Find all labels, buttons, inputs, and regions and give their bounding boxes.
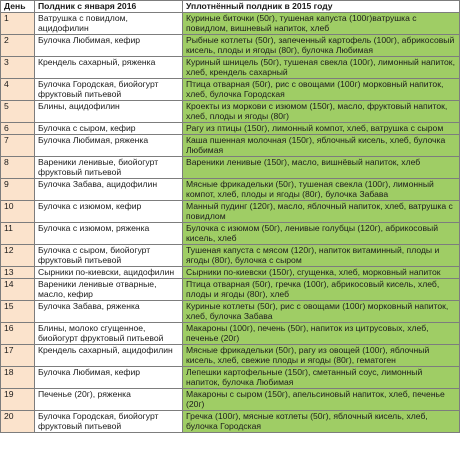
snack-2015-cell: Булочка с изюмом (50г), ленивые голубцы (120г), абрикосовый кисель, хлеб xyxy=(183,222,460,244)
day-cell: 13 xyxy=(1,266,35,278)
snack-2015-cell: Тушеная капуста с мясом (120г), напиток витаминный, плоды и ягоды (80г), булочка с сыром xyxy=(183,244,460,266)
snack-2016-cell: Ватрушка с повидлом, ацидофилин xyxy=(35,13,183,35)
table-row xyxy=(1,56,460,78)
day-cell: 2 xyxy=(1,34,35,56)
snack-2016-cell: Блины, молоко сгущенное, биойогурт фруктовый питьевой xyxy=(35,322,183,344)
snack-2016-cell: Булочка Любимая, ряженка xyxy=(35,134,183,156)
day-cell: 3 xyxy=(1,56,35,78)
snack-2016-cell: Булочка с изюмом, кефир xyxy=(35,200,183,222)
snack-2016-cell: Булочка Забава, ряженка xyxy=(35,300,183,322)
table-row xyxy=(1,156,460,178)
snack-2015-cell: Макароны с сыром (150г), апельсиновый напиток, хлеб, печенье (20г) xyxy=(183,388,460,410)
snack-2015-cell: Мясные фрикадельки (50г), рагу из овощей (100г), яблочный кисель, хлеб, свежие плоды и ягоды (80г), гематоген xyxy=(183,344,460,366)
snack-2016-cell: Булочка Любимая, кефир xyxy=(35,366,183,388)
snack-2015-cell: Мясные фрикадельки (50г), тушеная свекла (100г), лимонный компот, хлеб, плоды и ягоды (80г), булочка Забава xyxy=(183,178,460,200)
day-cell: 5 xyxy=(1,100,35,122)
day-cell: 7 xyxy=(1,134,35,156)
header-row xyxy=(1,1,460,13)
table-row xyxy=(1,134,460,156)
snack-2015-cell: Каша пшенная молочная (150г), яблочный кисель, хлеб, булочка Любимая xyxy=(183,134,460,156)
snack-2016-cell: Печенье (20г), ряженка xyxy=(35,388,183,410)
table-row xyxy=(1,100,460,122)
table-row xyxy=(1,344,460,366)
day-cell: 12 xyxy=(1,244,35,266)
table-row xyxy=(1,200,460,222)
snack-2016-cell: Блины, ацидофилин xyxy=(35,100,183,122)
table-row xyxy=(1,300,460,322)
snack-2015-cell: Куриные котлеты (50г), рис с овощами (100г) морковный напиток, хлеб, булочка Забава xyxy=(183,300,460,322)
table-row xyxy=(1,78,460,100)
snack-2015-cell: Манный пудинг (120г), масло, яблочный напиток, хлеб, ватрушка с повидлом xyxy=(183,200,460,222)
snack-2015-cell: Лепешки картофельные (150г), сметанный соус, лимонный напиток, булочка Любимая xyxy=(183,366,460,388)
day-cell: 10 xyxy=(1,200,35,222)
snack-2016-cell: Вареники ленивые отварные, масло, кефир xyxy=(35,278,183,300)
snack-2015-cell: Гречка (100г), мясные котлеты (50г), яблочный кисель, хлеб, булочка Городская xyxy=(183,410,460,432)
snack-2015-cell: Макароны (100г), печень (50г), напиток из цитрусовых, хлеб, печенье (20г) xyxy=(183,322,460,344)
snack-2016-cell: Булочка Любимая, кефир xyxy=(35,34,183,56)
snack-2016-cell: Булочка с сыром, кефир xyxy=(35,122,183,134)
snack-2016-cell: Булочка Забава, ацидофилин xyxy=(35,178,183,200)
day-cell: 20 xyxy=(1,410,35,432)
table-row xyxy=(1,222,460,244)
day-cell: 19 xyxy=(1,388,35,410)
header-day: День xyxy=(1,1,35,13)
day-cell: 17 xyxy=(1,344,35,366)
snack-2016-cell: Булочка Городская, биойогурт фруктовый питьевой xyxy=(35,410,183,432)
table-row xyxy=(1,122,460,134)
snack-2015-cell: Сырники по-киевски (150г), сгущенка, хлеб, морковный напиток xyxy=(183,266,460,278)
day-cell: 15 xyxy=(1,300,35,322)
snack-2015-cell: Рагу из птицы (150г), лимонный компот, хлеб, ватрушка с сыром xyxy=(183,122,460,134)
snack-2016-cell: Булочка Городская, биойогурт фруктовый питьевой xyxy=(35,78,183,100)
table-row xyxy=(1,410,460,432)
day-cell: 8 xyxy=(1,156,35,178)
snack-2015-cell: Рыбные котлеты (50г), запеченный картофель (100г), абрикосовый кисель, плоды и ягоды (80г), булочка Любимая xyxy=(183,34,460,56)
day-cell: 6 xyxy=(1,122,35,134)
day-cell: 1 xyxy=(1,13,35,35)
snack-2016-cell: Сырники по-киевски, ацидофилин xyxy=(35,266,183,278)
table-row xyxy=(1,244,460,266)
table-row xyxy=(1,388,460,410)
snack-2016-cell: Крендель сахарный, ряженка xyxy=(35,56,183,78)
snack-2016-cell: Булочка с изюмом, ряженка xyxy=(35,222,183,244)
table-body xyxy=(1,13,460,433)
snack-2015-cell: Куриный шницель (50г), тушеная свекла (100г), лимонный напиток, хлеб, крендель сахарный xyxy=(183,56,460,78)
snack-2015-cell: Кроекты из моркови с изюмом (150г), масло, фруктовый напиток, хлеб, плоды и ягоды (80г) xyxy=(183,100,460,122)
table-row xyxy=(1,178,460,200)
header-snack-2015: Уплотнённый полдник в 2015 году xyxy=(183,1,460,13)
table-row xyxy=(1,366,460,388)
snack-2016-cell: Булочка с сыром, биойогурт фруктовый питьевой xyxy=(35,244,183,266)
day-cell: 4 xyxy=(1,78,35,100)
snack-2015-cell: Птица отварная (50г), гречка (100г), абрикосовый кисель, хлеб, плоды и ягоды (80г), хлеб xyxy=(183,278,460,300)
table-row xyxy=(1,322,460,344)
snack-2015-cell: Куриные биточки (50г), тушеная капуста (100г)ватрушка с повидлом, вишневый напиток, хлеб xyxy=(183,13,460,35)
day-cell: 14 xyxy=(1,278,35,300)
day-cell: 11 xyxy=(1,222,35,244)
snack-2016-cell: Крендель сахарный, ацидофилин xyxy=(35,344,183,366)
day-cell: 9 xyxy=(1,178,35,200)
snack-2015-cell: Вареники ленивые (150г), масло, вишнёвый напиток, хлеб xyxy=(183,156,460,178)
snack-2015-cell: Птица отварная (50г), рис с овощами (100г) морковный напиток, хлеб, булочка Городская xyxy=(183,78,460,100)
table-row xyxy=(1,13,460,35)
table-row xyxy=(1,266,460,278)
day-cell: 18 xyxy=(1,366,35,388)
day-cell: 16 xyxy=(1,322,35,344)
header-snack-2016: Полдник с января 2016 xyxy=(35,1,183,13)
table-row xyxy=(1,278,460,300)
table-row xyxy=(1,34,460,56)
snack-2016-cell: Вареники ленивые, биойогурт фруктовый питьевой xyxy=(35,156,183,178)
